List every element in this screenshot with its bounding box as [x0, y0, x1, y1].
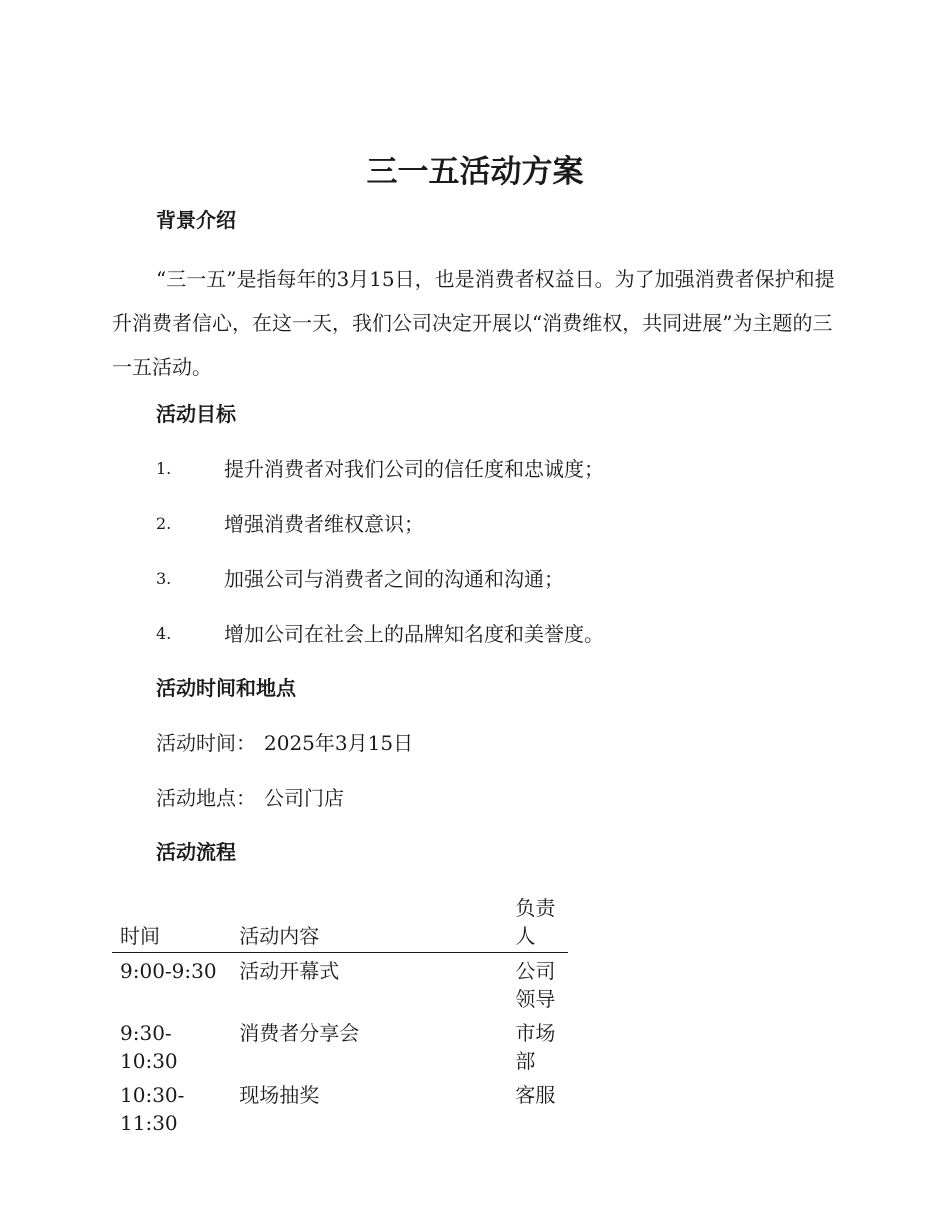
list-item-number: 2. [156, 514, 172, 533]
time-place-heading: 活动时间和地点 [156, 676, 296, 700]
cell-time: 9:30-10:30 [120, 1021, 178, 1073]
goals-heading: 活动目标 [156, 402, 236, 426]
header-content: 活动内容 [231, 894, 507, 953]
list-item-text: 增强消费者维权意识； [224, 512, 424, 536]
header-owner: 负责人 [507, 894, 568, 953]
cell-time: 9:00-9:30 [120, 959, 217, 983]
list-item [156, 509, 856, 539]
activity-time-value: 2025年3月15日 [264, 731, 414, 755]
background-heading: 背景介绍 [156, 208, 236, 232]
activity-time-label: 活动时间： [156, 731, 256, 755]
list-item-text: 提升消费者对我们公司的信任度和忠诚度； [224, 457, 604, 481]
list-item-number: 4. [156, 624, 172, 643]
schedule-table [112, 894, 568, 1139]
cell-owner: 公司领导 [515, 959, 556, 1011]
activity-place-label: 活动地点： [156, 786, 256, 810]
activity-place [156, 783, 344, 813]
cell-owner: 客服 [515, 1083, 556, 1107]
document-title: 三一五活动方案 [366, 154, 584, 190]
cell-content: 消费者分享会 [239, 1021, 360, 1045]
cell-time: 10:30-11:30 [120, 1083, 185, 1135]
cell-content: 活动开幕式 [239, 959, 340, 983]
table-header-row [112, 894, 568, 953]
process-heading: 活动流程 [156, 840, 236, 864]
activity-time [156, 728, 413, 758]
list-item [156, 619, 856, 649]
list-item-number: 3. [156, 569, 172, 588]
cell-owner: 市场部 [515, 1021, 556, 1073]
table-row [112, 953, 568, 1016]
list-item-number: 1. [156, 459, 172, 478]
list-item [156, 454, 856, 484]
list-item-text: 增加公司在社会上的品牌知名度和美誉度。 [224, 622, 604, 646]
cell-content: 现场抽奖 [239, 1083, 320, 1107]
header-time: 时间 [112, 894, 231, 953]
table-row [112, 1077, 568, 1139]
activity-place-value: 公司门店 [264, 786, 344, 810]
background-paragraph: “三一五”是指每年的3月15日，也是消费者权益日。为了加强消费者保护和提升消费者信心，在这一天，我们公司决定开展以“消费维权，共同进展”为主题的三一五活动。 [112, 267, 835, 379]
list-item-text: 加强公司与消费者之间的沟通和沟通； [224, 567, 564, 591]
list-item [156, 564, 856, 594]
table-row [112, 1015, 568, 1077]
